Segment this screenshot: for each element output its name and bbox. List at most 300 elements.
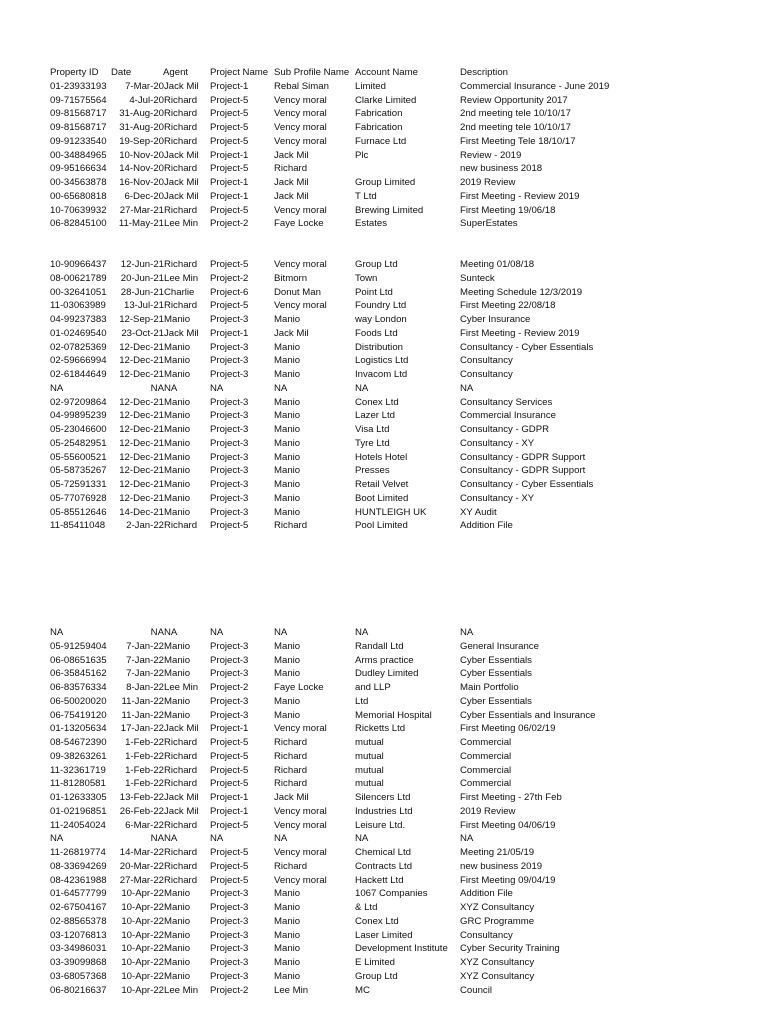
cell-description: Consultancy - GDPR Support [460,465,586,477]
cell-date: 6-Mar-22 [125,819,164,831]
cell-project-name: Project-3 [210,888,249,900]
cell-property-id: 01-64577799 [50,888,107,900]
cell-account-name: Dudley Limited [355,668,419,680]
cell-description: Review Opportunity 2017 [460,94,568,106]
cell-property-id: 02-07825369 [50,341,107,353]
cell-project-name: Project-3 [210,451,249,463]
cell-account-name: Invacom Ltd [355,369,408,380]
table-row [50,519,768,533]
cell-sub-profile-name: Manio [274,902,301,913]
cell-property-id: 05-58735267 [50,465,107,477]
cell-description: Consultancy - GDPR Support [460,451,586,463]
cell-date: 12-Dec-21 [119,465,164,477]
cell-account-name: Visa Ltd [355,424,390,435]
table-row [50,437,768,451]
cell-sub-profile-name: Manio [274,668,301,680]
header-date: Date [111,67,132,78]
cell-property-id: 02-67504167 [50,902,107,913]
cell-date: 20-Jun-21 [120,272,164,284]
cell-project-name: Project-3 [210,410,249,422]
cell-property-id: NA [50,627,64,638]
cell-project-name: Project-3 [210,929,249,941]
cell-agent: Manio [164,654,191,666]
cell-property-id: 09-91233540 [50,135,107,147]
cell-sub-profile-name: Vency moral [274,259,327,270]
cell-property-id: 09-81568717 [50,108,107,120]
cell-project-name: Project-5 [210,847,249,858]
cell-agent: Richard [164,108,198,120]
cell-property-id: NA [50,382,64,394]
cell-description: GRC Programme [460,915,535,927]
table-row [50,860,768,874]
cell-date: 10-Apr-22 [121,888,164,900]
cell-property-id: 08-33694269 [50,860,107,872]
table-row [50,162,768,176]
cell-agent: Manio [164,314,191,325]
cell-property-id: 06-83576334 [50,682,107,693]
cell-account-name: mutual [355,737,384,748]
cell-date: 12-Dec-21 [119,424,164,435]
cell-agent: Jack Mil [164,177,199,188]
cell-description: Commercial [460,764,512,776]
table-row [50,764,768,778]
cell-property-id: 05-91259404 [50,640,107,652]
cell-account-name: Leisure Ltd. [355,819,406,831]
cell-date: 4-Jul-20 [129,94,164,106]
table-row [50,409,768,423]
cell-sub-profile-name: Manio [274,640,301,652]
cell-agent: NA [164,627,178,638]
cell-description: Consultancy - XY [460,437,535,449]
cell-property-id: 01-12633305 [50,792,107,803]
table-section-3 [50,626,768,997]
cell-description: Consultancy - Cyber Essentials [460,479,594,490]
cell-account-name: Ricketts Ltd [355,723,406,735]
cell-agent: Manio [164,640,191,652]
header-agent: Agent [163,67,189,78]
cell-project-name: Project-5 [210,300,249,312]
cell-agent: Richard [164,204,198,216]
cell-date: 10-Nov-20 [119,149,164,161]
cell-project-name: Project-2 [210,984,249,996]
cell-description: Commercial [460,750,512,762]
cell-account-name: 1067 Companies [355,888,428,900]
cell-project-name: Project-1 [210,792,249,803]
cell-project-name: Project-5 [210,750,249,762]
cell-project-name: Project-3 [210,902,249,913]
cell-description: Commercial Insurance - June 2019 [460,80,610,92]
cell-account-name: NA [355,833,369,845]
cell-description: First Meeting - 27th Feb [460,792,562,803]
cell-date: 12-Dec-21 [119,410,164,422]
cell-project-name: Project-1 [210,149,249,161]
cell-account-name: Conex Ltd [355,915,399,927]
cell-property-id: 06-80216637 [50,984,107,996]
table-row [50,750,768,764]
cell-agent: Lee Min [164,272,199,284]
cell-property-id: 05-72591331 [50,479,107,490]
cell-agent: Manio [164,451,191,463]
cell-project-name: Project-5 [210,860,249,872]
cell-sub-profile-name: Vency moral [274,135,327,147]
cell-project-name: Project-2 [210,218,249,230]
cell-property-id: 08-54672390 [50,737,107,748]
cell-agent: Manio [164,479,191,490]
cell-date: 12-Dec-21 [119,341,164,353]
cell-agent: Jack Mil [164,190,199,202]
cell-description: Consultancy - GDPR [460,424,550,435]
cell-date: 26-Feb-22 [119,805,164,817]
cell-sub-profile-name: Richard [274,520,308,532]
cell-agent: Jack Mil [164,723,199,735]
cell-sub-profile-name: Vency moral [274,723,327,735]
cell-description: Cyber Essentials [460,695,532,707]
cell-sub-profile-name: Vency moral [274,819,327,831]
cell-date: 27-Mar-22 [119,874,164,886]
cell-account-name: Conex Ltd [355,396,399,408]
table-row [50,190,768,204]
cell-description: First Meeting 06/02/19 [460,723,556,735]
cell-sub-profile-name: Vency moral [274,805,327,817]
header-description: Description [460,67,508,78]
cell-account-name: NA [355,627,369,638]
cell-sub-profile-name: Lee Min [274,984,309,996]
cell-date: 11-May-21 [118,218,164,230]
cell-sub-profile-name: Manio [274,465,301,477]
cell-account-name: Presses [355,465,390,477]
cell-account-name: & Ltd [355,902,378,913]
cell-project-name: NA [210,833,224,845]
cell-agent: Richard [164,520,198,532]
cell-date: 7-Jan-22 [126,654,164,666]
cell-account-name: Foods Ltd [355,327,398,339]
table-row [50,94,768,108]
cell-property-id: 06-82845100 [50,218,107,230]
table-row [50,299,768,313]
cell-date: 10-Apr-22 [121,929,164,941]
cell-description: XYZ Consultancy [460,902,535,913]
cell-description: Consultancy [460,929,513,941]
cell-description: new business 2018 [460,163,543,175]
cell-account-name: mutual [355,764,384,776]
table-row [50,805,768,819]
cell-project-name: Project-1 [210,805,249,817]
cell-sub-profile-name: Manio [274,424,301,435]
cell-sub-profile-name: Vency moral [274,847,327,858]
cell-sub-profile-name: NA [274,627,288,638]
cell-sub-profile-name: Vency moral [274,300,327,312]
cell-sub-profile-name: Vency moral [274,874,327,886]
table-row [50,956,768,970]
cell-account-name: and LLP [355,682,391,693]
cell-sub-profile-name: Jack Mil [274,177,309,188]
cell-project-name: Project-5 [210,778,249,790]
cell-account-name: Development Institute [355,943,448,955]
cell-sub-profile-name: Manio [274,929,301,941]
cell-project-name: Project-3 [210,341,249,353]
cell-project-name: Project-3 [210,492,249,504]
table-row [50,736,768,750]
cell-sub-profile-name: Rebal Siman [274,80,329,92]
cell-date: 17-Jan-22 [120,723,164,735]
cell-project-name: Project-5 [210,204,249,216]
table-row [50,984,768,998]
table-row [50,135,768,149]
cell-description: NA [460,627,474,638]
cell-sub-profile-name: Manio [274,506,301,518]
table-row [50,258,768,272]
cell-description: Commercial Insurance [460,410,556,422]
table-row [50,327,768,341]
cell-agent: Richard [164,750,198,762]
cell-agent: Jack Mil [164,805,199,817]
cell-description: First Meeting 22/08/18 [460,300,556,312]
cell-sub-profile-name: Vency moral [274,94,327,106]
cell-property-id: 03-39099868 [50,957,107,968]
table-row [50,423,768,437]
cell-sub-profile-name: Manio [274,915,301,927]
cell-agent: Manio [164,506,191,518]
table-row [50,341,768,355]
cell-property-id: 05-85512646 [50,506,107,518]
cell-property-id: 11-26819774 [50,847,106,858]
cell-agent: Richard [164,778,198,790]
cell-property-id: 03-12076813 [50,929,107,941]
cell-sub-profile-name: Richard [274,163,308,175]
cell-description: Cyber Essentials [460,654,532,666]
cell-date: 14-Dec-21 [119,506,164,518]
cell-description: NA [460,382,474,394]
cell-property-id: 06-75419120 [50,709,107,721]
table-row [50,695,768,709]
cell-date: 12-Dec-21 [119,437,164,449]
cell-property-id: 04-99237383 [50,314,107,325]
table-row [50,121,768,135]
cell-description: Sunteck [460,272,495,284]
cell-account-name: Clarke Limited [355,94,417,106]
cell-account-name: Fabrication [355,108,403,120]
cell-account-name: T Ltd [355,190,377,202]
cell-project-name: Project-3 [210,654,249,666]
cell-agent: Manio [164,424,191,435]
cell-account-name: Group Ltd [355,259,398,270]
cell-sub-profile-name: Manio [274,492,301,504]
cell-date: 12-Sep-21 [119,314,164,325]
cell-property-id: 11-32361719 [50,764,106,776]
cell-sub-profile-name: Richard [274,737,308,748]
cell-sub-profile-name: Manio [274,479,301,490]
cell-agent: Manio [164,492,191,504]
table-row [50,667,768,681]
table-row [50,492,768,506]
cell-account-name: MC [355,984,370,996]
cell-account-name: Contracts Ltd [355,860,413,872]
cell-account-name: Group Ltd [355,970,398,982]
cell-account-name: Hotels Hotel [355,451,408,463]
cell-project-name: Project-3 [210,695,249,707]
cell-description: Commercial [460,778,512,790]
cell-description: Meeting 01/08/18 [460,259,535,270]
cell-project-name: Project-1 [210,190,249,202]
cell-date: 19-Sep-20 [119,135,164,147]
cell-agent: Manio [164,902,191,913]
cell-agent: Richard [164,300,198,312]
cell-date: 12-Dec-21 [119,369,164,380]
cell-sub-profile-name: Manio [274,888,301,900]
cell-date: 1-Feb-22 [125,778,164,790]
table-row [50,626,768,640]
table-row [50,654,768,668]
cell-sub-profile-name: Manio [274,341,301,353]
cell-account-name: Industries Ltd [355,805,413,817]
cell-agent: Jack Mil [164,327,199,339]
cell-date: 23-Oct-21 [121,327,164,339]
cell-project-name: Project-5 [210,94,249,106]
cell-description: XYZ Consultancy [460,957,535,968]
cell-description: Review - 2019 [460,149,522,161]
table-row [50,915,768,929]
cell-date: 12-Dec-21 [119,479,164,490]
cell-property-id: 10-90966437 [50,259,107,270]
cell-account-name: Town [355,272,378,284]
cell-date: 10-Apr-22 [121,957,164,968]
cell-description: Meeting 21/05/19 [460,847,535,858]
table-section-2 [50,258,768,533]
cell-project-name: Project-3 [210,396,249,408]
cell-project-name: Project-3 [210,369,249,380]
cell-date: 1-Feb-22 [125,737,164,748]
cell-property-id: 02-97209864 [50,396,107,408]
cell-agent: Manio [164,957,191,968]
cell-description: Cyber Security Training [460,943,560,955]
cell-date: 1-Feb-22 [125,750,164,762]
cell-description: First Meeting - Review 2019 [460,190,580,202]
section-gap [50,231,768,258]
cell-sub-profile-name: Manio [274,451,301,463]
cell-property-id: 05-25482951 [50,437,107,449]
table-row [50,272,768,286]
table-row [50,396,768,410]
table-row [50,874,768,888]
cell-sub-profile-name: Vency moral [274,204,327,216]
cell-date: 12-Dec-21 [119,492,164,504]
cell-project-name: Project-3 [210,668,249,680]
cell-agent: Manio [164,668,191,680]
cell-account-name: way London [355,314,407,325]
cell-description: 2019 Review [460,805,516,817]
cell-account-name: Chemical Ltd [355,847,411,858]
cell-property-id: 06-35845162 [50,668,107,680]
cell-property-id: 11-85411048 [50,520,106,532]
cell-account-name: Logistics Ltd [355,355,409,367]
cell-property-id: 10-70639932 [50,204,107,216]
cell-date: 7-Mar-20 [125,80,164,92]
cell-sub-profile-name: Donut Man [274,286,321,298]
cell-sub-profile-name: Richard [274,860,308,872]
cell-date: 7-Jan-22 [126,640,164,652]
cell-agent: Richard [164,874,198,886]
cell-sub-profile-name: Richard [274,764,308,776]
cell-agent: Manio [164,465,191,477]
cell-project-name: Project-3 [210,355,249,367]
cell-description: Addition File [460,520,513,532]
cell-account-name: Silencers Ltd [355,792,411,803]
cell-property-id: 02-59666994 [50,355,107,367]
cell-date: 10-Apr-22 [121,915,164,927]
cell-agent: Manio [164,929,191,941]
cell-sub-profile-name: Manio [274,396,301,408]
cell-project-name: Project-5 [210,122,249,133]
cell-agent: Richard [164,819,198,831]
cell-description: Main Portfolio [460,682,519,693]
cell-property-id: 05-23046600 [50,424,107,435]
cell-sub-profile-name: Vency moral [274,122,327,133]
cell-description: Cyber Essentials [460,668,532,680]
header-row [50,66,768,80]
cell-agent: Manio [164,341,191,353]
table-row [50,640,768,654]
section-gap [50,533,768,626]
cell-account-name: Boot Limited [355,492,409,504]
cell-property-id: 05-77076928 [50,492,107,504]
cell-date: 31-Aug-20 [119,122,164,133]
cell-agent: Manio [164,915,191,927]
cell-project-name: Project-2 [210,272,249,284]
cell-sub-profile-name: Manio [274,695,301,707]
cell-sub-profile-name: Jack Mil [274,792,309,803]
cell-agent: Richard [164,764,198,776]
cell-property-id: 11-81280581 [50,778,106,790]
cell-date: 8-Jan-22 [126,682,164,693]
cell-description: First Meeting - Review 2019 [460,327,580,339]
cell-date: 12-Jun-21 [120,259,164,270]
header-sub-profile-name: Sub Profile Name [274,67,350,78]
cell-project-name: Project-5 [210,163,249,175]
cell-property-id: 06-50020020 [50,695,107,707]
cell-project-name: Project-5 [210,520,249,532]
cell-project-name: Project-3 [210,465,249,477]
cell-agent: Jack Mil [164,149,199,161]
cell-sub-profile-name: Richard [274,778,308,790]
cell-project-name: Project-6 [210,286,249,298]
cell-agent: Lee Min [164,984,199,996]
table-row [50,887,768,901]
cell-sub-profile-name: Jack Mil [274,149,309,161]
header-property-id: Property ID [50,67,99,78]
cell-date: 27-Mar-21 [119,204,164,216]
cell-account-name: Retail Velvet [355,479,409,490]
cell-date: NA [150,382,164,394]
cell-description: Consultancy - Cyber Essentials [460,341,594,353]
cell-description: Cyber Insurance [460,314,531,325]
table-row [50,354,768,368]
cell-description: First Meeting Tele 18/10/17 [460,135,576,147]
cell-description: SuperEstates [460,218,518,230]
cell-project-name: Project-3 [210,943,249,955]
cell-sub-profile-name: Bitmorn [274,272,308,284]
cell-project-name: Project-3 [210,506,249,518]
table-row [50,846,768,860]
table-row [50,368,768,382]
cell-sub-profile-name: Jack Mil [274,190,309,202]
cell-agent: Manio [164,888,191,900]
cell-account-name: Group Limited [355,177,416,188]
cell-agent: Manio [164,943,191,955]
cell-property-id: 05-55600521 [50,451,107,463]
cell-description: First Meeting 19/06/18 [460,204,556,216]
cell-date: 10-Apr-22 [121,902,164,913]
cell-property-id: 09-95166634 [50,163,107,175]
